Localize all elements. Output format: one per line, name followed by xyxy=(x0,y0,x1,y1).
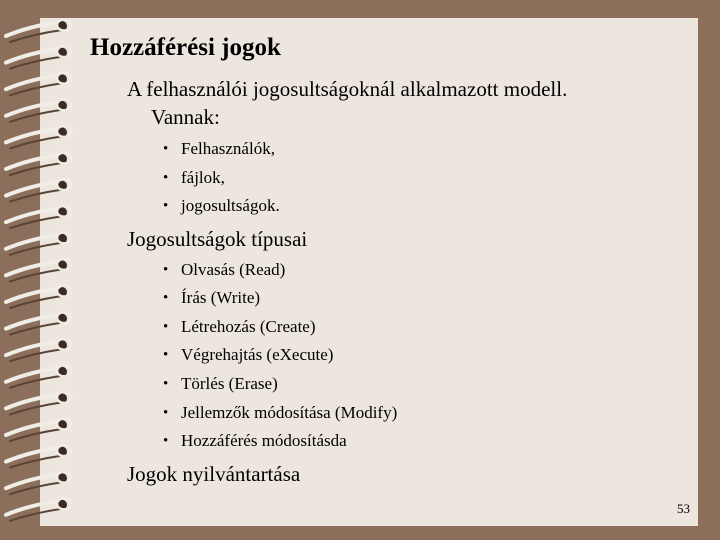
list-item-label: Hozzáférés módosításda xyxy=(181,431,347,450)
types-heading: Jogosultságok típusai xyxy=(127,227,308,251)
bullet-icon: • xyxy=(163,376,169,392)
binding-ring-icon xyxy=(6,179,71,202)
binding-ring-icon xyxy=(6,206,71,229)
list-item xyxy=(163,287,260,309)
bullet-icon: • xyxy=(163,262,169,278)
page-number: 53 xyxy=(677,501,690,516)
list-item xyxy=(163,373,278,395)
slide-title: Hozzáférési jogok xyxy=(90,34,281,61)
bullet-icon: • xyxy=(163,198,169,214)
binding-ring-icon xyxy=(6,46,71,69)
binding-ring-icon xyxy=(6,99,71,122)
list-item xyxy=(163,259,285,281)
bullet-icon: • xyxy=(163,319,169,335)
binding-ring-icon xyxy=(6,232,71,255)
binding-ring-icon xyxy=(6,419,71,442)
list-item-label: Olvasás (Read) xyxy=(181,260,286,279)
list-item xyxy=(163,195,280,217)
list-item-label: Jellemzők módosítása (Modify) xyxy=(181,403,398,422)
bullet-icon: • xyxy=(163,433,169,449)
list-item-label: Felhasználók, xyxy=(181,139,275,158)
records-heading: Jogok nyilvántartása xyxy=(127,462,301,486)
list-item-label: Törlés (Erase) xyxy=(181,374,278,393)
binding-ring-icon xyxy=(6,73,71,96)
list-item xyxy=(163,167,225,189)
binding-ring-icon xyxy=(6,153,71,176)
binding-ring-icon xyxy=(6,312,71,335)
list-item xyxy=(163,344,333,366)
binding-ring-icon xyxy=(6,126,71,149)
binding-ring-icon xyxy=(6,498,71,521)
list-item-label: Végrehajtás (eXecute) xyxy=(181,345,334,364)
binding-ring-icon xyxy=(6,20,71,43)
bullet-icon: • xyxy=(163,141,169,157)
intro-line-1: A felhasználói jogosultságoknál alkalmazott modell. xyxy=(127,77,568,101)
bullet-icon: • xyxy=(163,290,169,306)
bullet-icon: • xyxy=(163,170,169,186)
bullet-icon: • xyxy=(163,347,169,363)
binding-ring-icon xyxy=(6,339,71,362)
intro-line-2: Vannak: xyxy=(151,105,220,129)
list-item-label: fájlok, xyxy=(181,168,225,187)
list-item-label: jogosultságok. xyxy=(181,196,280,215)
list-item xyxy=(163,430,347,452)
binding-ring-icon xyxy=(6,445,71,468)
list-item xyxy=(163,316,316,338)
binding-ring-icon xyxy=(6,472,71,495)
binding-ring-icon xyxy=(6,259,71,282)
binding-ring-icon xyxy=(6,365,71,388)
spiral-binding-icon xyxy=(0,0,80,540)
binding-ring-icon xyxy=(6,392,71,415)
list-item-label: Létrehozás (Create) xyxy=(181,317,316,336)
list-item xyxy=(163,402,397,424)
list-item-label: Írás (Write) xyxy=(181,288,261,307)
bullet-icon: • xyxy=(163,405,169,421)
binding-ring-icon xyxy=(6,286,71,309)
list-item xyxy=(163,138,275,160)
